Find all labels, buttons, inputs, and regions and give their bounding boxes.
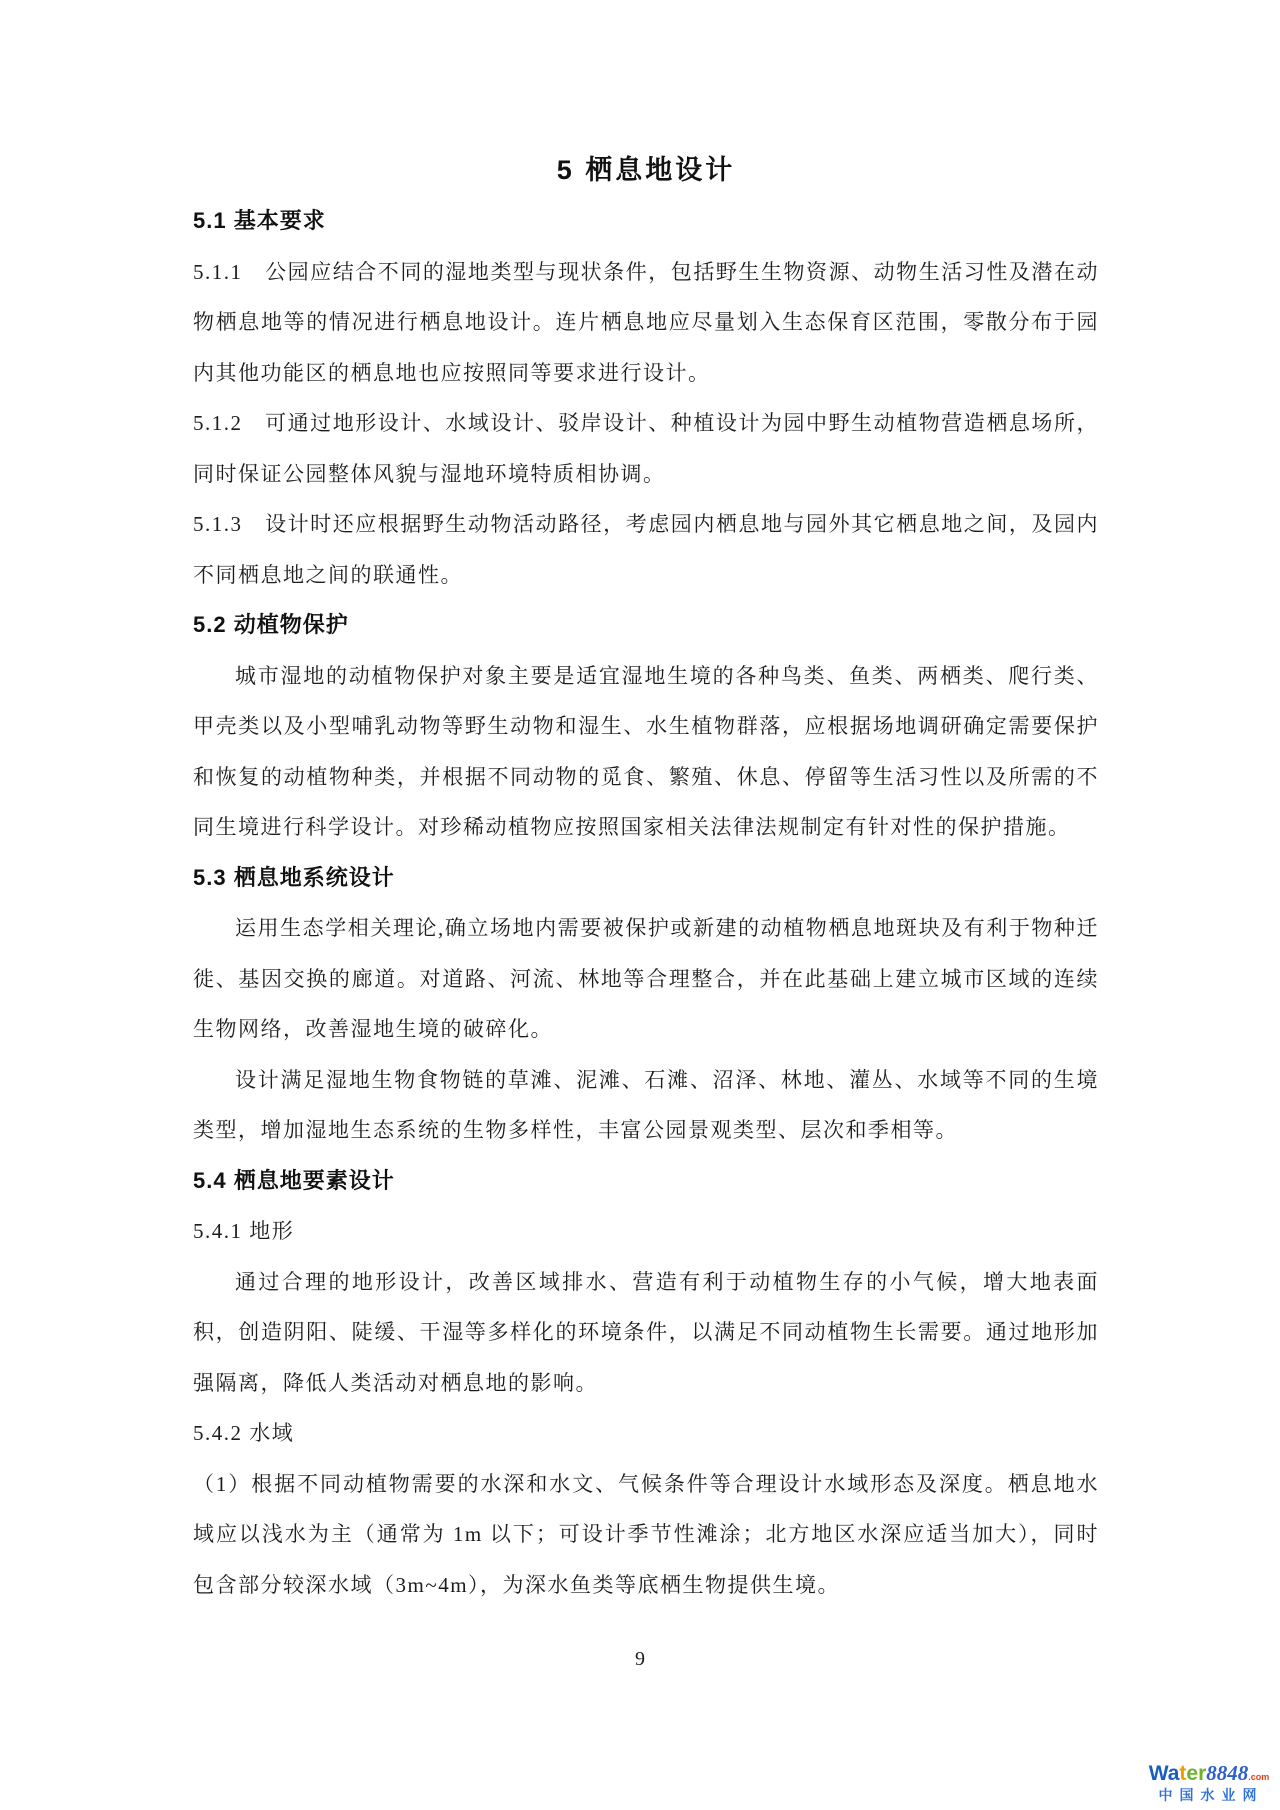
page-number: 9 <box>635 1648 645 1670</box>
page-title: 5 栖息地设计 <box>556 155 736 185</box>
water8848-logo-subtitle: 中国水业网 <box>1158 1787 1264 1803</box>
paragraph-5-1-1: 5.1.1 公园应结合不同的湿地类型与现状条件，包括野生生物资源、动物生活习性及潜在动物栖息地等的情况进行栖息地设计。连片栖息地应尽量划入生态保育区范围，零散分布于园内其他功能区的栖息地也应按照同等要求进行设计。 <box>193 259 1099 385</box>
water8848-logo-brand <box>1142 1763 1276 1784</box>
paragraph-5-3-body-2: 设计满足湿地生物食物链的草滩、泥滩、石滩、沼泽、林地、灌丛、水域等不同的生境类型，增加湿地生态系统的生物多样性，丰富公园景观类型、层次和季相等。 <box>193 1067 1099 1142</box>
logo-segment-wa: Wa <box>1148 1762 1180 1785</box>
logo-segment-er: er <box>1186 1762 1207 1785</box>
subsection-heading-5-4-2: 5.4.2 水域 <box>193 1421 295 1445</box>
logo-segment-8848: 8848 <box>1206 1761 1249 1785</box>
subsection-heading-5-4-1: 5.4.1 地形 <box>193 1219 295 1243</box>
section-heading-5-1: 5.1 基本要求 <box>193 208 326 233</box>
section-heading-5-4: 5.4 栖息地要素设计 <box>193 1167 395 1193</box>
logo-segment-com: .com <box>1248 1772 1270 1782</box>
document-content <box>193 144 1099 1610</box>
paragraph-5-1-3: 5.1.3 设计时还应根据野生动物活动路径，考虑园内栖息地与园外其它栖息地之间，及园内不同栖息地之间的联通性。 <box>193 512 1099 587</box>
water8848-logo <box>1142 1763 1276 1802</box>
section-heading-5-3: 5.3 栖息地系统设计 <box>193 864 395 890</box>
paragraph-5-4-2-body: （1）根据不同动植物需要的水深和水文、气候条件等合理设计水域形态及深度。栖息地水域应以浅水为主（通常为 1m 以下；可设计季节性滩涂；北方地区水深应适当加大），同时包含部分较深水域（3m~4m），为深水鱼类等底栖生物提供生境。 <box>193 1471 1099 1597</box>
paragraph-5-3-body-1: 运用生态学相关理论,确立场地内需要被保护或新建的动植物栖息地斑块及有利于物种迁徙、基因交换的廊道。对道路、河流、林地等合理整合，并在此基础上建立城市区域的连续生物网络，改善湿地生境的破碎化。 <box>193 916 1099 1041</box>
paragraph-5-4-1-body: 通过合理的地形设计，改善区域排水、营造有利于动植物生存的小气候，增大地表面积，创造阴阳、陡缓、干湿等多样化的环境条件，以满足不同动植物生长需要。通过地形加强隔离，降低人类活动对栖息地的影响。 <box>193 1269 1099 1395</box>
section-heading-5-2: 5.2 动植物保护 <box>193 612 349 637</box>
logo-segment-t: t <box>1179 1762 1187 1785</box>
paragraph-5-2-body: 城市湿地的动植物保护对象主要是适宜湿地生境的各种鸟类、鱼类、两栖类、爬行类、甲壳类以及小型哺乳动物等野生动物和湿生、水生植物群落，应根据场地调研确定需要保护和恢复的动植物种类，并根据不同动物的觅食、繁殖、休息、停留等生活习性以及所需的不同生境进行科学设计。对珍稀动植物应按照国家相关法律法规制定有针对性的保护措施。 <box>193 663 1099 839</box>
paragraph-5-1-2: 5.1.2 可通过地形设计、水域设计、驳岸设计、种植设计为园中野生动植物营造栖息场所，同时保证公园整体风貌与湿地环境特质相协调。 <box>193 411 1099 486</box>
